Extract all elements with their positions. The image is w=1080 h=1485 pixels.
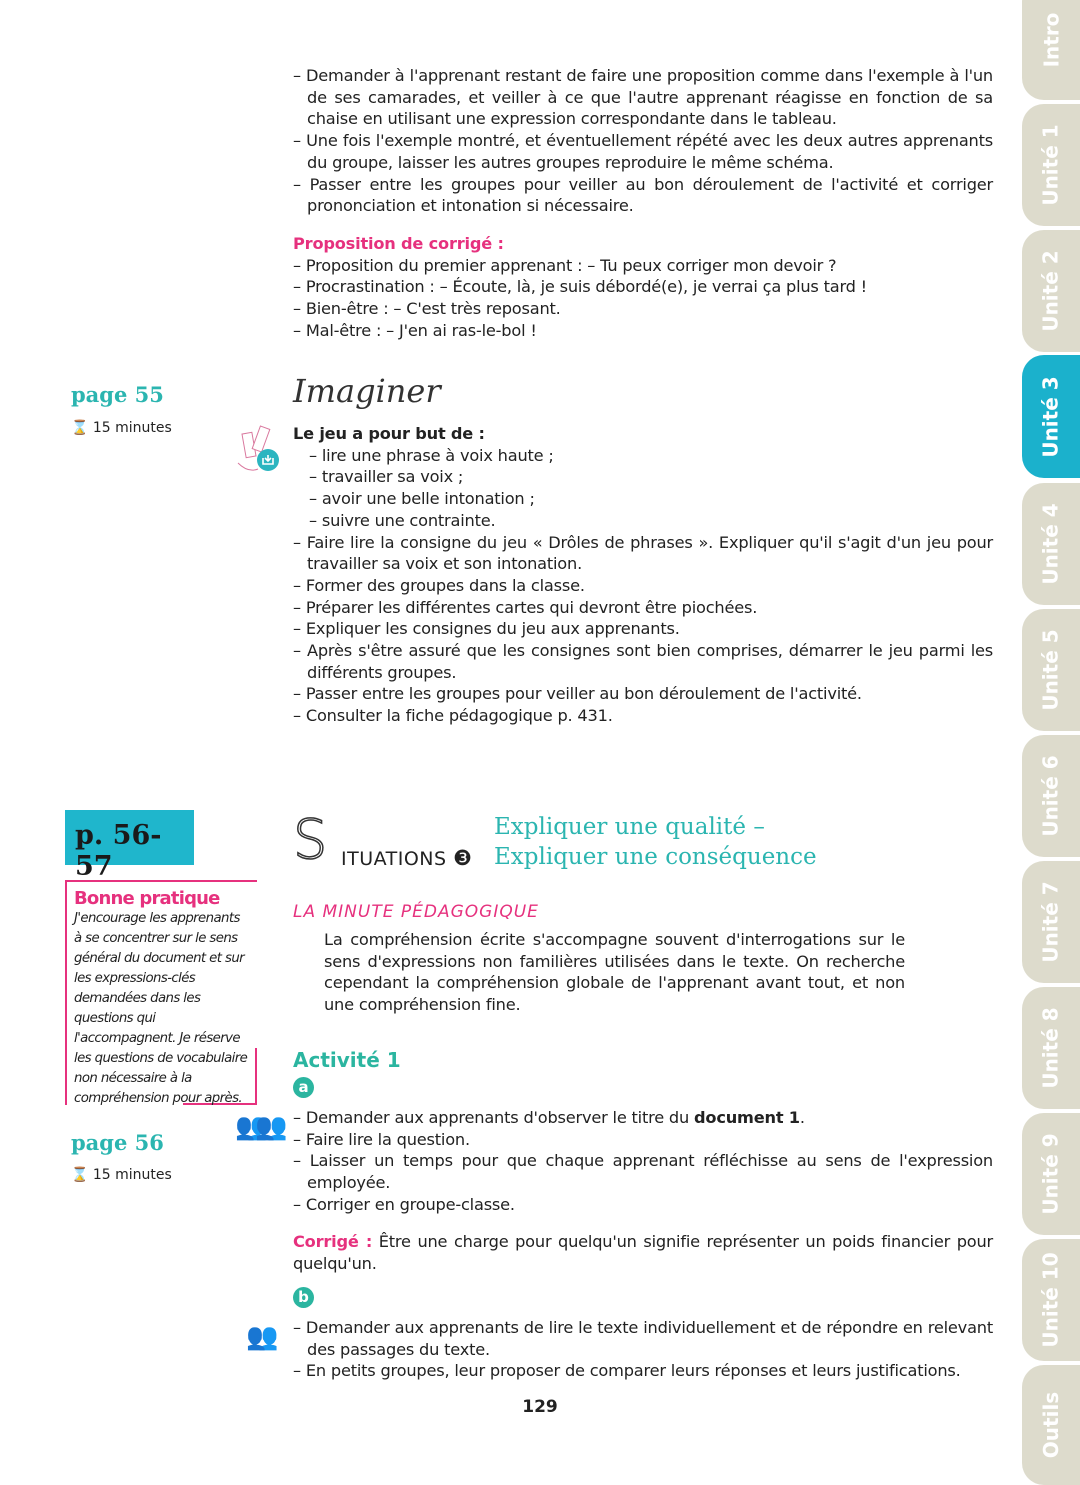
tab-label: Unité 8: [1039, 1007, 1063, 1089]
tab-label: Unité 6: [1039, 755, 1063, 837]
tab-unite-7[interactable]: [1022, 861, 1080, 983]
page-number: 129: [522, 1397, 558, 1417]
situations-letter: S: [293, 808, 328, 871]
corrige-label: Corrigé :: [293, 1232, 373, 1251]
badge-letter: b: [293, 1287, 314, 1308]
item-text: – Demander aux apprenants d'observer le titre du: [293, 1108, 695, 1127]
situations-word: ITUATIONS: [341, 848, 447, 870]
hourglass-icon: ⌛: [71, 1167, 89, 1183]
lead: Le jeu a pour but de :: [293, 424, 485, 443]
list-item: – Demander à l'apprenant restant de faire une proposition comme dans l'exemple à l'un de ses camarades, et veiller à ce que l'autre apprenant réagisse en fonction de sa chaise en utilisant une expression correspondante dans le tableau.: [293, 66, 993, 129]
badge-letter: a: [293, 1077, 314, 1098]
list-item: – Passer entre les groupes pour veiller au bon déroulement de l'activité.: [293, 684, 862, 704]
tab-label: Unité 10: [1039, 1252, 1064, 1348]
tab-unite-6[interactable]: [1022, 735, 1080, 857]
pages-badge: p. 56-57: [65, 810, 194, 865]
minute-paragraph: La compréhension écrite s'accompagne souvent d'interrogations sur le sens d'expressions non familières utilisées dans le texte. On recherche cependant la compréhension globale de l'apprenant avant tout, et non une compréhension fine.: [324, 930, 905, 1015]
section-title: Imaginer: [293, 372, 441, 410]
page-reference: page 56: [71, 1130, 164, 1155]
list-item: – Corriger en groupe-classe.: [293, 1194, 515, 1214]
corrige-text: Être une charge pour quelqu'un signifie représenter un poids financier pour quelqu'un.: [293, 1232, 993, 1273]
tab-label: Unité 4: [1039, 503, 1063, 585]
goal: – avoir une belle intonation ;: [309, 489, 535, 509]
duration: [71, 420, 172, 436]
good-practice-text: J'encourage les apprenants à se concentrer sur le sens général du document et sur les expressions-clés demandées dans les questions qui l'accompagnent. Je réserve les questions de vocabulaire non nécessaire à la compréhension pour après.: [74, 911, 248, 1106]
proposed-answers: [293, 233, 993, 342]
minute-text: [324, 929, 905, 1016]
title-line: Expliquer une conséquence: [494, 844, 817, 870]
tab-label: Outils: [1039, 1391, 1064, 1459]
tab-label: Unité 7: [1039, 881, 1063, 963]
list-item: – Laisser un temps pour que chaque apprenant réfléchisse au sens de l'expression employée.: [293, 1151, 993, 1193]
small-group-icon: 👥: [246, 1322, 279, 1352]
good-practice-title: Bonne pratique: [74, 888, 220, 909]
duration: [71, 1167, 172, 1183]
goal: – travailler sa voix ;: [309, 467, 464, 487]
tab-label: Unité 5: [1039, 629, 1063, 711]
title-line: Expliquer une qualité –: [494, 814, 765, 840]
hourglass-icon: ⌛: [71, 420, 89, 436]
list-item: – Demander aux apprenants de lire le texte individuellement et de répondre en relevant des passages du texte.: [293, 1318, 993, 1359]
goal: – lire une phrase à voix haute ;: [309, 445, 554, 465]
imaginer-content: [293, 423, 993, 727]
corrige-title: Proposition de corrigé :: [293, 234, 504, 253]
list-item: – Une fois l'exemple montré, et éventuellement répété avec les deux autres apprenants du groupe, laisser les autres groupes reproduire le même schéma.: [293, 131, 993, 172]
corrige: [293, 1231, 993, 1274]
tab-intro[interactable]: [1022, 0, 1080, 100]
tab-unite-10[interactable]: [1022, 1239, 1080, 1361]
good-practice: [74, 888, 249, 1109]
list-item: – Consulter la fiche pédagogique p. 431.: [293, 706, 613, 726]
group-class-icon: 👥👥: [235, 1112, 276, 1142]
activity-title: Activité 1: [293, 1048, 401, 1072]
unit-tabs: [1022, 0, 1080, 1465]
list-item: – Mal-être : – J'en ai ras-le-bol !: [293, 320, 537, 340]
activity-b: [293, 1317, 993, 1382]
tab-label: Unité 9: [1039, 1133, 1063, 1215]
tab-unite-5[interactable]: [1022, 609, 1080, 731]
tab-unite-2[interactable]: [1022, 230, 1080, 352]
goal: – suivre une contrainte.: [309, 510, 496, 530]
tab-label: Unité 2: [1039, 250, 1063, 332]
list-item: – Proposition du premier apprenant : – Tu peux corriger mon devoir ?: [293, 255, 837, 275]
tab-unite-3[interactable]: [1022, 355, 1080, 478]
list-item: – Passer entre les groupes pour veiller au bon déroulement de l'activité et corriger prononciation et intonation si nécessaire.: [293, 174, 993, 216]
list-item: – Faire lire la question.: [293, 1129, 470, 1149]
tab-unite-8[interactable]: [1022, 987, 1080, 1109]
page-reference: page 55: [71, 382, 164, 407]
game-download-icon[interactable]: [230, 425, 282, 477]
minute-title: LA MINUTE PÉDAGOGIQUE: [293, 902, 539, 922]
duration-text: 15 minutes: [92, 1167, 172, 1183]
list-item: [293, 1107, 993, 1129]
instructions-list: [293, 65, 993, 217]
tab-label: Intro: [1039, 12, 1063, 68]
tab-label: Unité 1: [1039, 124, 1063, 206]
list-item: – En petits groupes, leur proposer de comparer leurs réponses et leurs justifications.: [293, 1361, 961, 1381]
tab-label: Unité 3: [1039, 375, 1063, 458]
activity-a: [293, 1107, 993, 1216]
list-item: – Procrastination : – Écoute, là, je suis débordé(e), je verrai ça plus tard !: [293, 277, 867, 297]
tab-unite-1[interactable]: [1022, 104, 1080, 226]
situations-label: [341, 846, 472, 870]
tab-unite-9[interactable]: [1022, 1113, 1080, 1235]
list-item: – Préparer les différentes cartes qui devront être piochées.: [293, 597, 758, 617]
list-item: – Bien-être : – C'est très reposant.: [293, 299, 561, 319]
badge-a: [293, 1077, 314, 1098]
list-item: – Après s'être assuré que les consignes sont bien comprises, démarrer le jeu parmi les différents groupes.: [293, 641, 993, 682]
situations-number: ❸: [453, 846, 473, 870]
list-item: – Faire lire la consigne du jeu « Drôles de phrases ». Expliquer qu'il s'agit d'un jeu pour travailler sa voix et son intonation.: [293, 532, 993, 574]
situations-title: [494, 812, 817, 872]
duration-text: 15 minutes: [92, 420, 172, 436]
tab-unite-4[interactable]: [1022, 483, 1080, 605]
badge-b: [293, 1287, 314, 1308]
list-item: – Former des groupes dans la classe.: [293, 575, 585, 595]
list-item: – Expliquer les consignes du jeu aux apprenants.: [293, 619, 680, 639]
document-ref: document 1: [694, 1108, 800, 1127]
tab-outils[interactable]: [1022, 1365, 1080, 1485]
item-end: .: [799, 1108, 805, 1127]
